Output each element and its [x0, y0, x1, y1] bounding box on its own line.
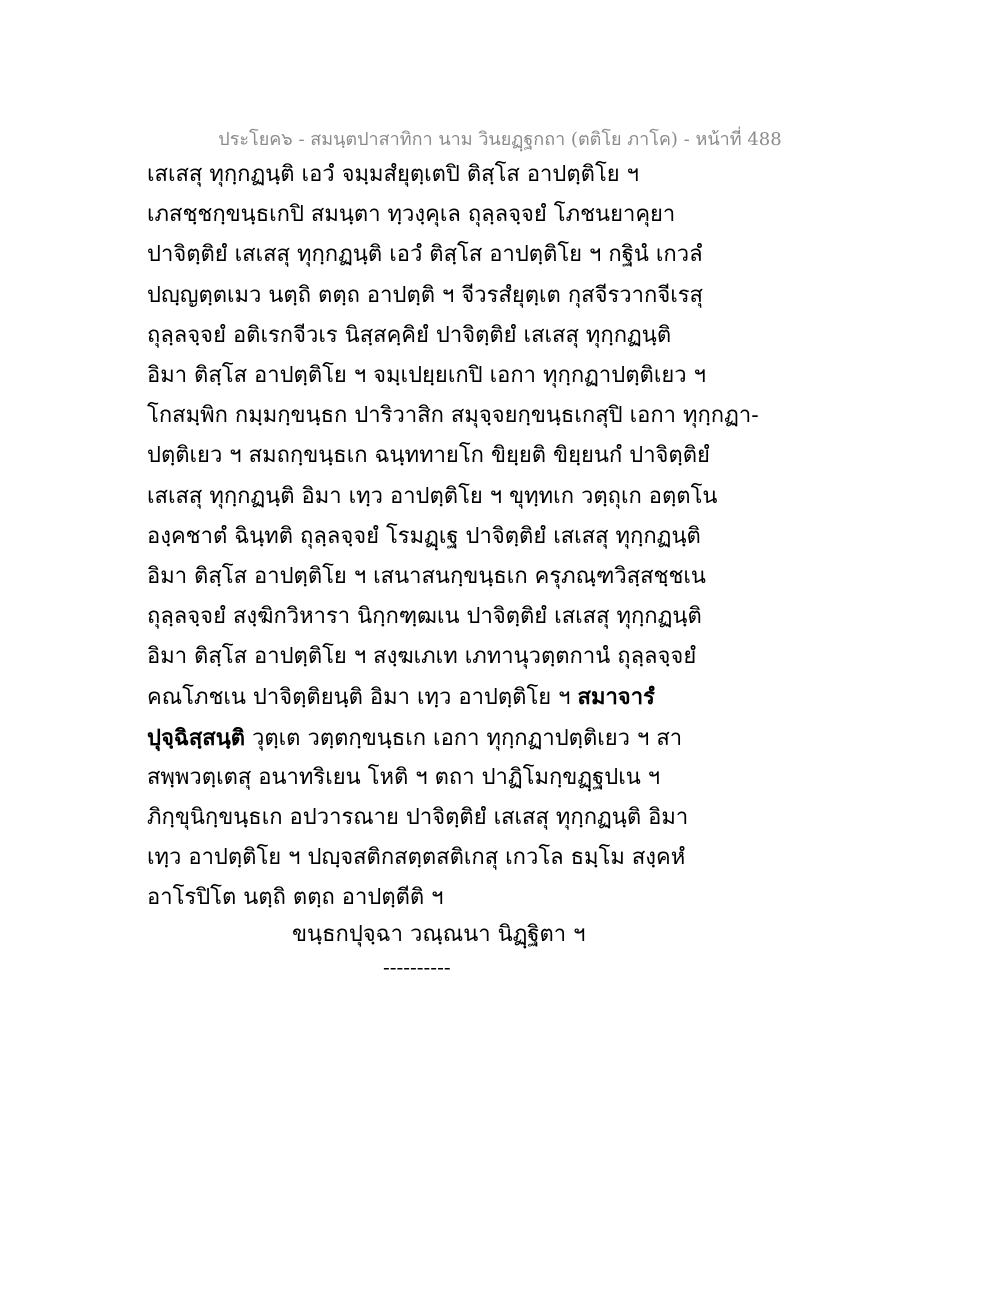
bold-term: ปุจฺฉิสฺสนฺติ — [147, 724, 246, 751]
text-line: เทฺว อาปตฺติโย ฯ ปญฺจสติกสตฺตสติเกสุ เกวโล ธมฺโม สงฺคหํ — [147, 845, 686, 871]
text-line: ปญฺญตฺตเมว นตฺถิ ตตฺถ อาปตฺติ ฯ จีวรสํยุตฺเต กุสจีรวากจีเรสุ — [147, 282, 703, 308]
text-line: เภสชฺชกฺขนฺธเกปิ สมนฺตา ทฺวงฺคุเล ถุลฺลจฺจยํ โภชนยาคุยา — [147, 202, 676, 228]
text-segment: วุตฺเต วตฺตกฺขนฺธเก เอกา ทุกฺกฏาปตฺติเยว ฯ สา — [245, 725, 683, 751]
text-line: อิมา ติสฺโส อาปตฺติโย ฯ จมฺเปยฺยเกปิ เอกา ทุกฺกฏาปตฺติเยว ฯ — [147, 362, 706, 388]
text-line — [147, 721, 867, 761]
page-header: ประโยค๖ - สมนฺตปาสาทิกา นาม วินยฏฺฐกถา (ตติโย ภาโค) - หน้าที่ 488 — [218, 129, 782, 150]
bold-term: สมาจารํ — [577, 684, 655, 711]
text-line: องฺคชาตํ ฉินฺทติ ถุลฺลจฺจยํ โรมฏฺเฐ ปาจิตฺติยํ เสเสสุ ทุกฺกฏนฺติ — [147, 523, 701, 549]
text-line: อิมา ติสฺโส อาปตฺติโย ฯ เสนาสนกฺขนฺธเก ครุภณฺฑวิสฺสชฺชเน — [147, 563, 706, 589]
text-line: อาโรปิโต นตฺถิ ตตฺถ อาปตฺตีติ ฯ — [147, 885, 444, 911]
text-line: ถุลฺลจฺจยํ อติเรกจีวเร นิสฺสคฺคิยํ ปาจิตฺติยํ เสเสสุ ทุกฺกฏนฺติ — [147, 322, 672, 348]
text-line: ถุลฺลจฺจยํ สงฺฆิกวิหารา นิกฺกฑฺฒเน ปาจิตฺติยํ เสเสสุ ทุกฺกฏนฺติ — [147, 604, 702, 630]
section-closing: ขนฺธกปุจฺฉา วณฺณนา นิฏฺฐิตา ฯ — [292, 922, 586, 947]
text-line: สพฺพวตฺเตสุ อนาทริเยน โหติ ฯ ตถา ปาฏิโมกฺขฏฺฐปเน ฯ — [147, 764, 661, 790]
text-line — [147, 680, 867, 720]
text-line: ภิกฺขุนิกฺขนฺธเก อปวารณาย ปาจิตฺติยํ เสเสสุ ทุกฺกฏนฺติ อิมา — [147, 805, 689, 830]
text-line: ปาจิตฺติยํ เสเสสุ ทุกฺกฏนฺติ เอวํ ติสฺโส อาปตฺติโย ฯ กฐินํ เกวลํ — [147, 242, 703, 268]
section-separator: ---------- — [383, 955, 451, 979]
text-line: โกสมฺพิก กมฺมกฺขนฺธก ปาริวาสิก สมุจฺจยกฺขนฺธเกสุปิ เอกา ทุกฺกฏา- — [147, 403, 759, 429]
body-text — [147, 158, 867, 922]
text-line: อิมา ติสฺโส อาปตฺติโย ฯ สงฺฆเภเท เภทานุวตฺตกานํ ถุลฺลจฺจยํ — [147, 644, 697, 670]
text-segment: คณโภชเน ปาจิตฺติยนฺติ อิมา เทฺว อาปตฺติโย ฯ — [147, 685, 578, 711]
text-line: เสเสสุ ทุกฺกฏนฺติ เอวํ จมฺมสํยุตฺเตปิ ติสฺโส อาปตฺติโย ฯ — [147, 162, 640, 187]
text-line: ปตฺติเยว ฯ สมถกฺขนฺธเก ฉนฺททายโก ขิยฺยติ ขิยฺยนกํ ปาจิตฺติยํ — [147, 443, 710, 469]
text-line: เสเสสุ ทุกฺกฏนฺติ อิมา เทฺว อาปตฺติโย ฯ ขุทฺทเก วตฺถุเก อตฺตโน — [147, 483, 718, 509]
